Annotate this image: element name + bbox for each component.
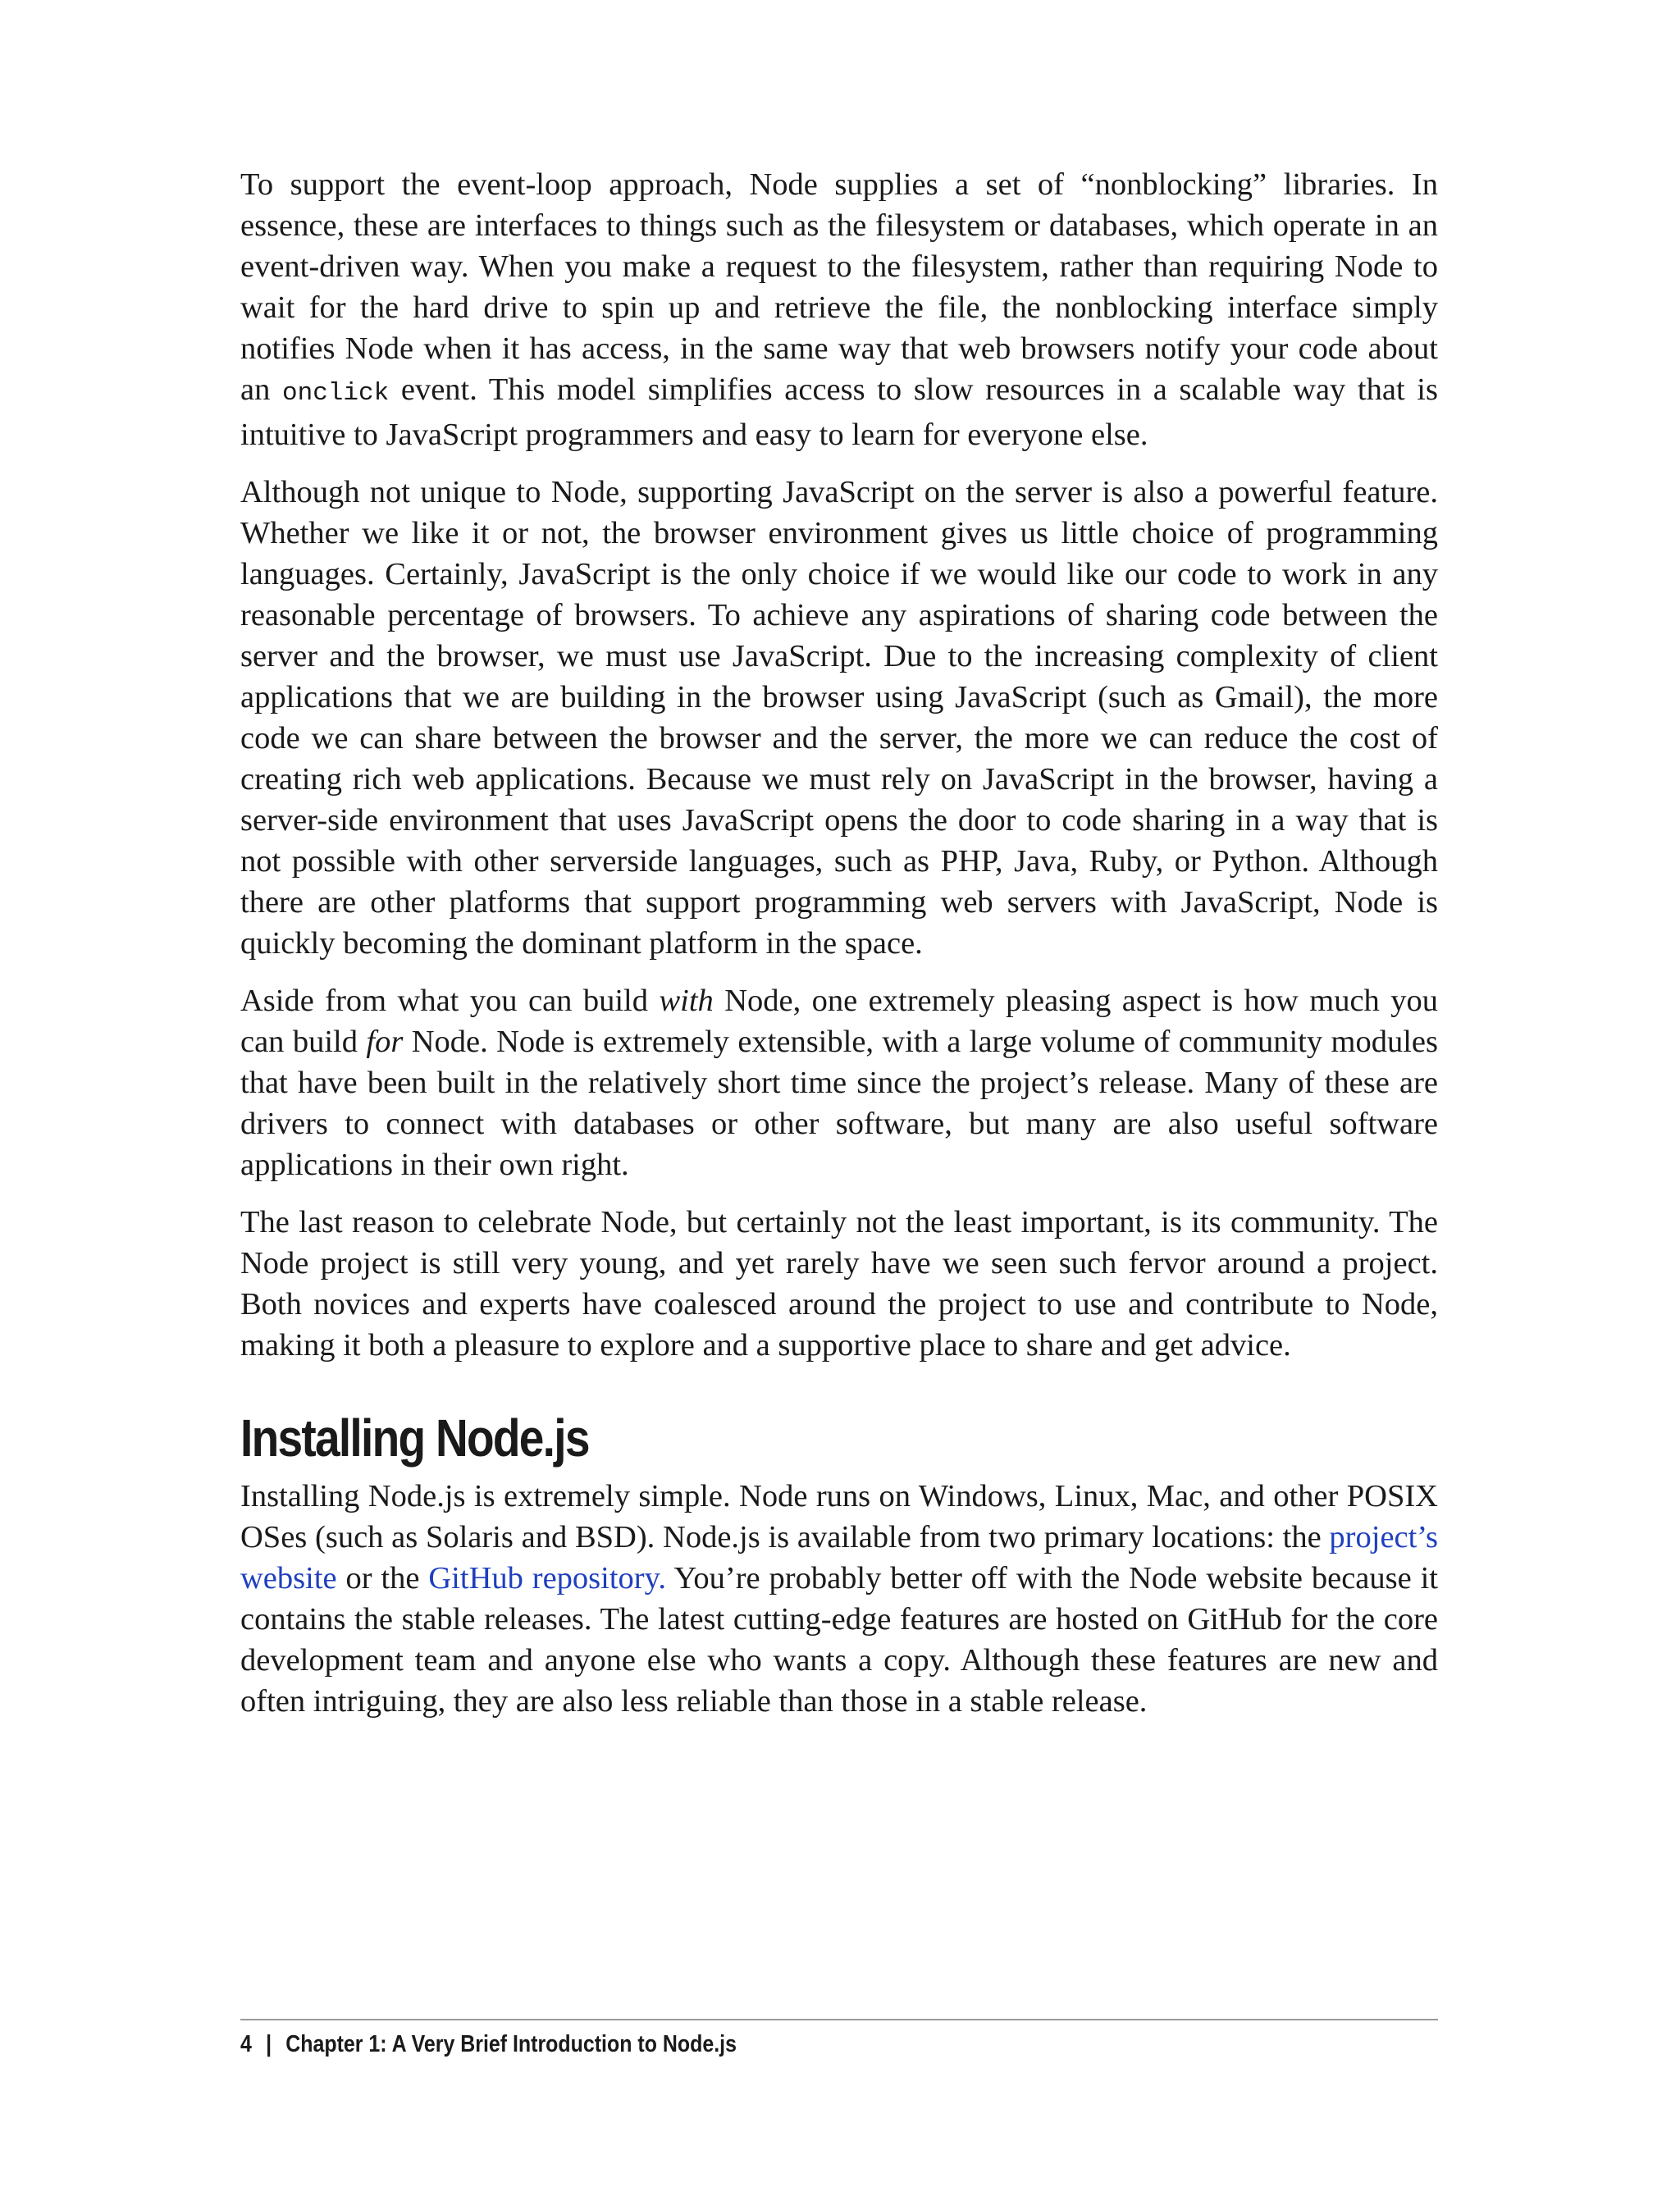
paragraph-text: Aside from what you can build xyxy=(240,984,660,1018)
paragraph-extensibility xyxy=(240,980,1438,1185)
emphasis-with: with xyxy=(659,984,714,1018)
paragraph-text: Node. Node is extremely extensible, with a large volume of community modules that have been built in the relatively short time since the project’s release. Many of these are drivers to connect with databases or other software, but many are also useful software applications in their own right. xyxy=(240,1025,1438,1182)
section-heading: Installing Node.js xyxy=(240,1408,589,1468)
paragraph-text: To support the event-loop approach, Node supplies a set of “nonblocking” libraries. In essence, these are interfaces to things such as the filesystem or databases, which operate in an event-driven way. When you make a request to the filesystem, rather than requiring Node to wait for the hard drive to spin up and retrieve the file, the nonblocking interface simply notifies Node when it has access, in the same way that web browsers notify your code about an xyxy=(240,167,1438,407)
paragraph-javascript-server xyxy=(240,472,1438,964)
paragraph-text: event. This model simplifies access to slow resources in a scalable way that is intuitive to JavaScript programmers and easy to learn for everyone else. xyxy=(240,372,1438,452)
paragraph-community xyxy=(240,1202,1438,1366)
inline-code-onclick: onclick xyxy=(281,379,390,408)
page-content xyxy=(240,164,1438,1738)
paragraph-text: Node, one extremely pleasing aspect is how much you can build xyxy=(240,984,1438,1059)
project-website-link[interactable]: project’s website xyxy=(240,1520,1438,1596)
chapter-title: Chapter 1: A Very Brief Introduction to Node.js xyxy=(285,2031,737,2057)
emphasis-for: for xyxy=(366,1025,404,1059)
paragraph-text: You’re probably better off with the Node website because it contains the stable releases. The latest cutting-edge features are hosted on GitHub for the core development team and anyone else who wants a copy. Although these features are new and often intriguing, they are also less reliable than those in a stable release. xyxy=(240,1561,1438,1719)
paragraph-installing xyxy=(240,1476,1438,1722)
footer-separator: | xyxy=(266,2031,272,2057)
paragraph-text: Installing Node.js is extremely simple. Node runs on Windows, Linux, Mac, and other POSIX OSes (such as Solaris and BSD). Node.js is available from two primary locations: the xyxy=(240,1479,1438,1554)
paragraph-text: or the xyxy=(336,1561,429,1596)
paragraph-text: The last reason to celebrate Node, but certainly not the least important, is its community. The Node project is still very young, and yet rarely have we seen such fervor around a project. Both novices and experts have coalesced around the project to use and contribute to Node, making it both a pleasure to explore and a supportive place to share and get advice. xyxy=(240,1205,1438,1363)
paragraph-event-loop xyxy=(240,164,1438,455)
page-footer xyxy=(240,2031,737,2058)
page-number: 4 xyxy=(240,2031,252,2057)
github-repository-link[interactable]: GitHub repository. xyxy=(428,1561,666,1596)
footer-divider xyxy=(240,2019,1438,2020)
paragraph-text: Although not unique to Node, supporting JavaScript on the server is also a powerful feature. Whether we like it or not, the browser environment gives us little choice of programming languages. Certainly, JavaScript is the only choice if we would like our code to work in any reasonable percentage of browsers. To achieve any aspirations of sharing code between the server and the browser, we must use JavaScript. Due to the increasing complexity of client applications that we are building in the browser using JavaScript (such as Gmail), the more code we can share between the browser and the server, the more we can reduce the cost of creating rich web applications. Because we must rely on JavaScript in the browser, having a server-side environment that uses JavaScript opens the door to code sharing in a way that is not possible with other serverside languages, such as PHP, Java, Ruby, or Python. Although there are other platforms that support programming web servers with JavaScript, Node is quickly becoming the dominant platform in the space. xyxy=(240,475,1438,961)
